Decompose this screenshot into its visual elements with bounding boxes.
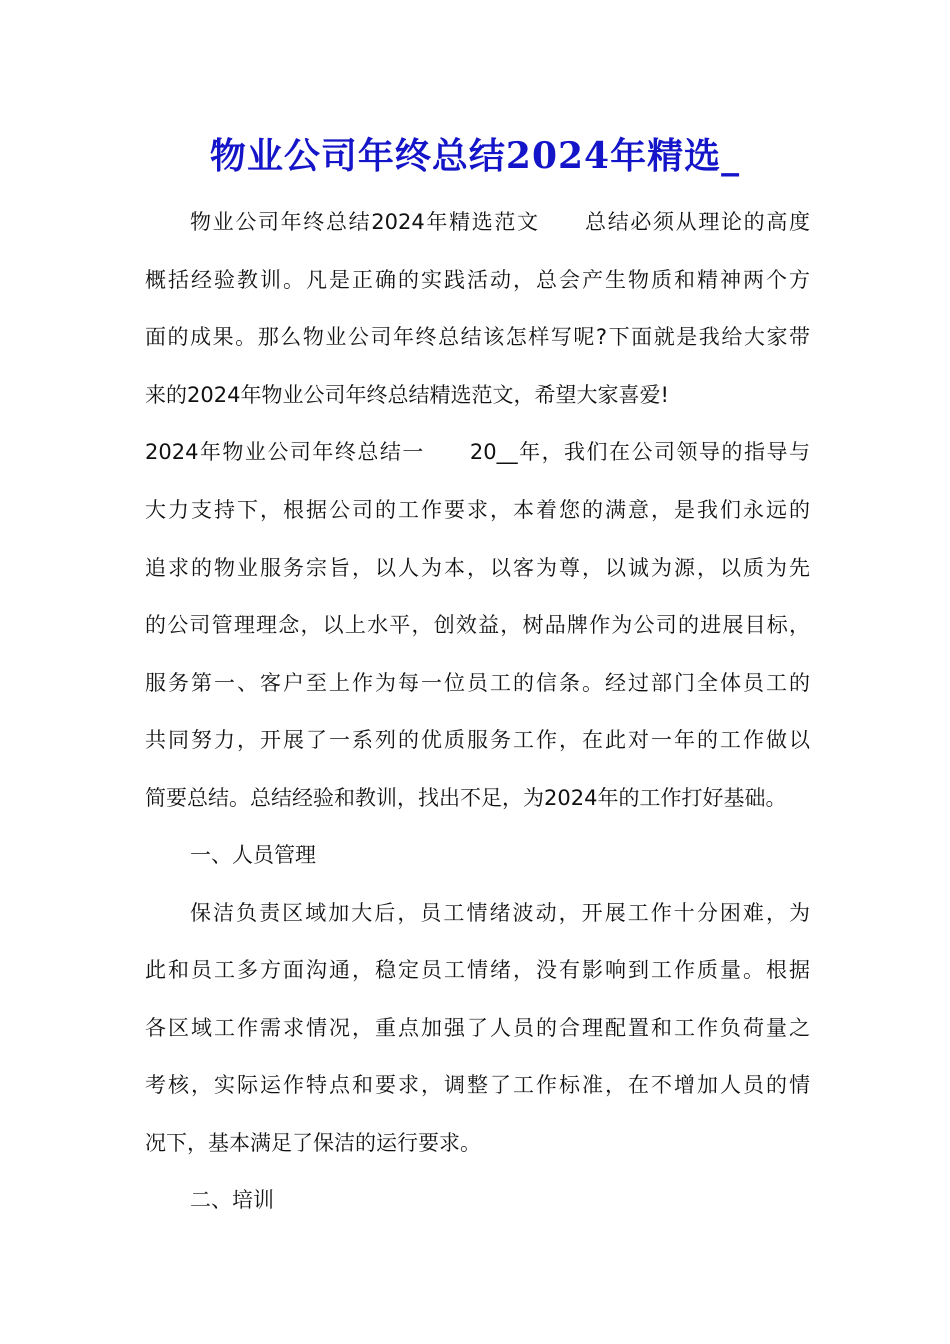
paragraph-line: 考核，实际运作特点和要求，调整了工作标准，在不增加人员的情 bbox=[145, 1073, 810, 1097]
paragraph-line: 2024年物业公司年终总结一 20__年，我们在公司领导的指导与 bbox=[145, 440, 810, 464]
paragraph-line: 况下，基本满足了保洁的运行要求。 bbox=[145, 1131, 481, 1155]
document-title: 物业公司年终总结2024年精选_ bbox=[209, 135, 741, 177]
paragraph-line: 追求的物业服务宗旨，以人为本，以客为尊，以诚为源，以质为先 bbox=[145, 556, 810, 580]
paragraph-line: 服务第一、客户至上作为每一位员工的信条。经过部门全体员工的 bbox=[145, 671, 810, 695]
paragraph-line: 共同努力，开展了一系列的优质服务工作，在此对一年的工作做以 bbox=[145, 728, 810, 752]
paragraph-line: 大力支持下，根据公司的工作要求，本着您的满意，是我们永远的 bbox=[145, 498, 810, 522]
paragraph-line: 来的2024年物业公司年终总结精选范文，希望大家喜爱! bbox=[145, 383, 669, 407]
paragraph-line: 物业公司年终总结2024年精选范文 总结必须从理论的高度 bbox=[190, 210, 810, 234]
paragraph-line: 此和员工多方面沟通，稳定员工情绪，没有影响到工作质量。根据 bbox=[145, 958, 810, 982]
section-heading: 二、培训 bbox=[190, 1188, 274, 1212]
paragraph-line: 简要总结。总结经验和教训，找出不足，为2024年的工作打好基础。 bbox=[145, 786, 787, 810]
paragraph-line: 概括经验教训。凡是正确的实践活动，总会产生物质和精神两个方 bbox=[145, 268, 810, 292]
paragraph-line: 的公司管理理念，以上水平，创效益，树品牌作为公司的进展目标， bbox=[145, 613, 810, 637]
paragraph-line: 面的成果。那么物业公司年终总结该怎样写呢?下面就是我给大家带 bbox=[145, 325, 810, 349]
paragraph-line: 各区域工作需求情况，重点加强了人员的合理配置和工作负荷量之 bbox=[145, 1016, 810, 1040]
section-heading: 一、人员管理 bbox=[190, 843, 316, 867]
paragraph-line: 保洁负责区域加大后，员工情绪波动，开展工作十分困难，为 bbox=[190, 901, 810, 925]
